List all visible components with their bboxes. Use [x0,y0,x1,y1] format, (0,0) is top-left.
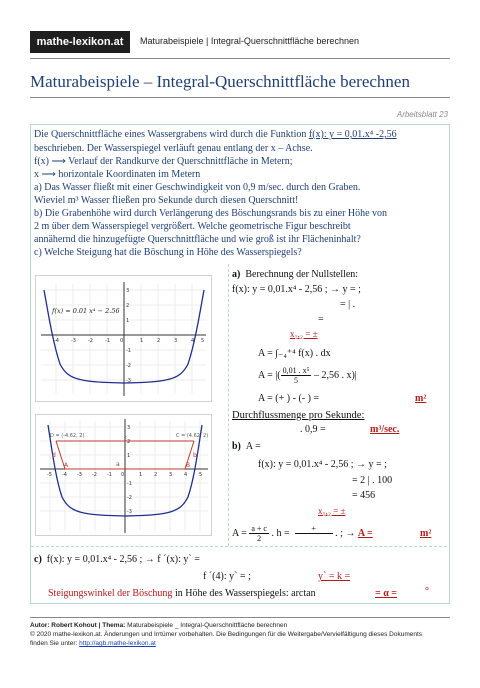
flow-rate-eq: . 0,9 = [300,424,326,435]
function-label: f(x) = 0.01 x⁴ − 2.56 [52,307,120,315]
part-b-eq-2: = 2 | . 100 [352,475,393,486]
part-b-area-unit: m² [420,528,432,539]
x-tick-label: 4 [184,472,188,478]
graph-trapezoid-plot [36,415,211,535]
y-tick-label: -2 [127,495,132,501]
part-a-roots: x₁,₂ = ± [290,329,318,339]
x-tick-label: -4 [54,338,59,344]
side-a-label: a [116,461,120,468]
part-c-angle [48,587,316,600]
part-b-eq-1: f(x): y = 0,01.x⁴ - 2,56 ; → y = ; [258,459,387,470]
page-title: Maturabeispiele – Integral-Querschnittfläche berechnen [30,72,410,91]
part-c-slope: y` = k = [318,571,351,582]
footer-terms [30,640,156,648]
point-a-label: A [64,462,69,469]
y-tick-label: -2 [126,363,131,369]
y-tick-label: 2 [126,303,130,309]
part-a-evaluation: A = (+ ) - (- ) = [258,393,320,404]
footer-author-text: Autor: Robert Kohout | [30,622,103,629]
task-a-line-1: a) Das Wasser fließt mit einer Geschwindigkeit von 0,9 m/sec. durch den Graben. [34,182,361,193]
y-tick-label: -3 [126,378,131,384]
breadcrumb: Maturabeispiele | Integral-Querschnittfläche berechnen [140,36,359,46]
x-tick-label: 3 [174,338,178,344]
part-a-letter: a) [232,269,241,280]
y-tick-label: -1 [127,481,132,487]
part-c-eq-2: f ´(4): y` = ; [203,571,251,582]
point-d-label: D = (-4.62, 2) [50,433,85,439]
task-a-line-2: Wieviel m³ Wasser fließen pro Sekunde durch diesen Querschnitt! [34,195,299,206]
part-a-heading-text: Berechnung der Nullstellen: [245,269,359,280]
intro-line-2: beschrieben. Der Wasserspiegel verläuft genau entlang der x – Achse. [34,143,313,154]
x-tick-label: -5 [47,472,52,478]
x-tick-label: 5 [199,472,203,478]
x-tick-label: 1 [140,338,144,344]
x-tick-label: -2 [88,338,93,344]
fraction-numerator: + [295,524,333,534]
footer-terms-text: finden Sie unter: [30,640,80,647]
part-b-area-start: A = [245,441,261,452]
x-tick-label: 4 [191,338,195,344]
y-tick-label: 3 [127,425,131,431]
column-divider [228,264,230,546]
graph-trapezoid [35,414,212,536]
side-b-label: b [193,452,197,459]
part-c-derivative: f(x): y = 0,01.x⁴ - 2,56 ; → f ´(x): y` = [46,554,200,565]
footer-author [30,622,287,630]
part-a-eq-1: f(x): y = 0,01.x⁴ - 2,56 ; → y = ; [232,284,361,295]
part-b-eq-0 [232,440,261,453]
x-tick-label: 1 [139,472,143,478]
part-a-heading [232,268,358,281]
trapezoid-result: A = [357,527,373,539]
x-tick-label: 2 [157,338,161,344]
task-b-line-3: annähernd die hinzugefügte Querschnittfläche und wie groß ist ihr Flächeninhalt? [34,234,361,245]
intro-line-4: x ⟶ horizontale Koordinaten im Metern [34,169,201,180]
part-a-eq-3: = [318,314,324,325]
title-divider [30,97,450,98]
part-b-letter: b) [232,441,241,452]
function-definition: f(x): y = 0,01.x⁴ -2,56 [308,129,397,140]
footer-divider [30,617,450,618]
fraction-denominator: 2 [257,534,262,543]
footer-topic: Maturabeispiele _ Integral-Querschnittfläche berechnen [127,622,288,629]
part-a-area-unit: m² [415,393,427,404]
task-b-line-2: 2 m über dem Wasserspiegel vergrößert. Welche geometrische Figur beschreibt [34,221,351,232]
y-tick-label: 1 [126,318,130,324]
intro-line-1 [34,128,397,141]
fraction-numerator: a + c [251,524,267,533]
degree-unit: ° [425,586,429,597]
antiderivative-end: – 2,56 . x)| [311,369,357,381]
flow-rate-unit: m³/sec. [370,424,400,435]
intro-text: Die Querschnittfläche eines Wassergrabens wird durch die Funktion [34,129,309,140]
fraction [281,366,312,385]
footer-topic-label: Thema: [102,622,128,629]
task-c-line-1: c) Welche Steigung hat die Böschung in Höhe des Wasserspiegels? [34,247,302,258]
fraction-denominator: 5 [294,376,299,385]
y-tick-label: -3 [127,509,132,515]
y-tick-label: -1 [126,348,131,354]
x-tick-label: 3 [169,472,173,478]
part-a-antiderivative [258,366,357,385]
trapezoid-height: . h = [271,527,290,539]
graph-function-plot [36,276,211,401]
y-tick-label: 3 [126,288,130,294]
graph-function [35,275,212,402]
fraction-numerator: 0,01 . x⁵ [282,366,310,375]
flow-rate-label: Durchflussmenge pro Sekunde: [232,410,365,421]
part-c-angle-result: = α = [375,588,397,599]
section-divider [31,546,447,548]
x-tick-label: -1 [105,338,110,344]
footer-copyright: © 2020 mathe-lexikon.at. Änderungen und Irrtümer vorbehalten. Die Bedingungen für die Weitergabe/Vervielfältigung dieses Dokuments [30,631,423,638]
side-d-label: d [52,452,56,459]
point-c-label: C = (4.62, 2) [176,433,209,439]
trapezoid-calc: . ; → [335,527,356,539]
y-tick-label: 2 [127,439,131,445]
side-c-label: c [124,435,127,441]
part-a-eq-2: = | . [340,299,356,310]
x-tick-label: -3 [77,472,82,478]
x-tick-label: 0 [120,338,124,344]
header-divider [30,58,450,59]
fraction [295,524,333,543]
intro-line-3: f(x) ⟶ Verlauf der Randkurve der Querschnittfläche in Metern; [34,156,293,167]
x-tick-label: -3 [71,338,76,344]
x-tick-label: -2 [92,472,97,478]
brand-logo: mathe-lexikon.at [30,31,130,53]
part-b-eq-3: = 456 [352,490,376,501]
part-a-integral: A = ∫₋₄⁺⁴ f(x) . dx [258,348,331,359]
x-tick-label: 2 [154,472,158,478]
fraction [249,524,269,543]
part-b-trapezoid [232,524,373,543]
worksheet-number: Arbeitsblatt 23 [396,110,448,119]
part-c-eq-1 [34,553,200,566]
part-b-roots: x₁,₂ = ± [318,506,346,516]
antiderivative-start: A = |( [258,369,281,381]
point-b-label: B [186,462,191,469]
y-tick-label: 1 [127,453,131,459]
angle-label: Steigungswinkel der Böschung [48,588,173,599]
x-tick-label: 5 [201,338,205,344]
x-tick-label: -1 [107,472,112,478]
part-c-letter: c) [34,554,42,565]
angle-text: in Höhe des Wasserspiegels: arctan [172,588,316,599]
terms-link[interactable]: http://agb.mathe-lexikon.at [79,640,156,647]
x-tick-label: 0 [121,472,125,478]
task-b-line-1: b) Die Grabenhöhe wird durch Verlängerung des Böschungsrands bis zu einer Höhe von [34,208,388,219]
trapezoid-area-start: A = [232,527,247,539]
x-tick-label: -4 [62,472,67,478]
